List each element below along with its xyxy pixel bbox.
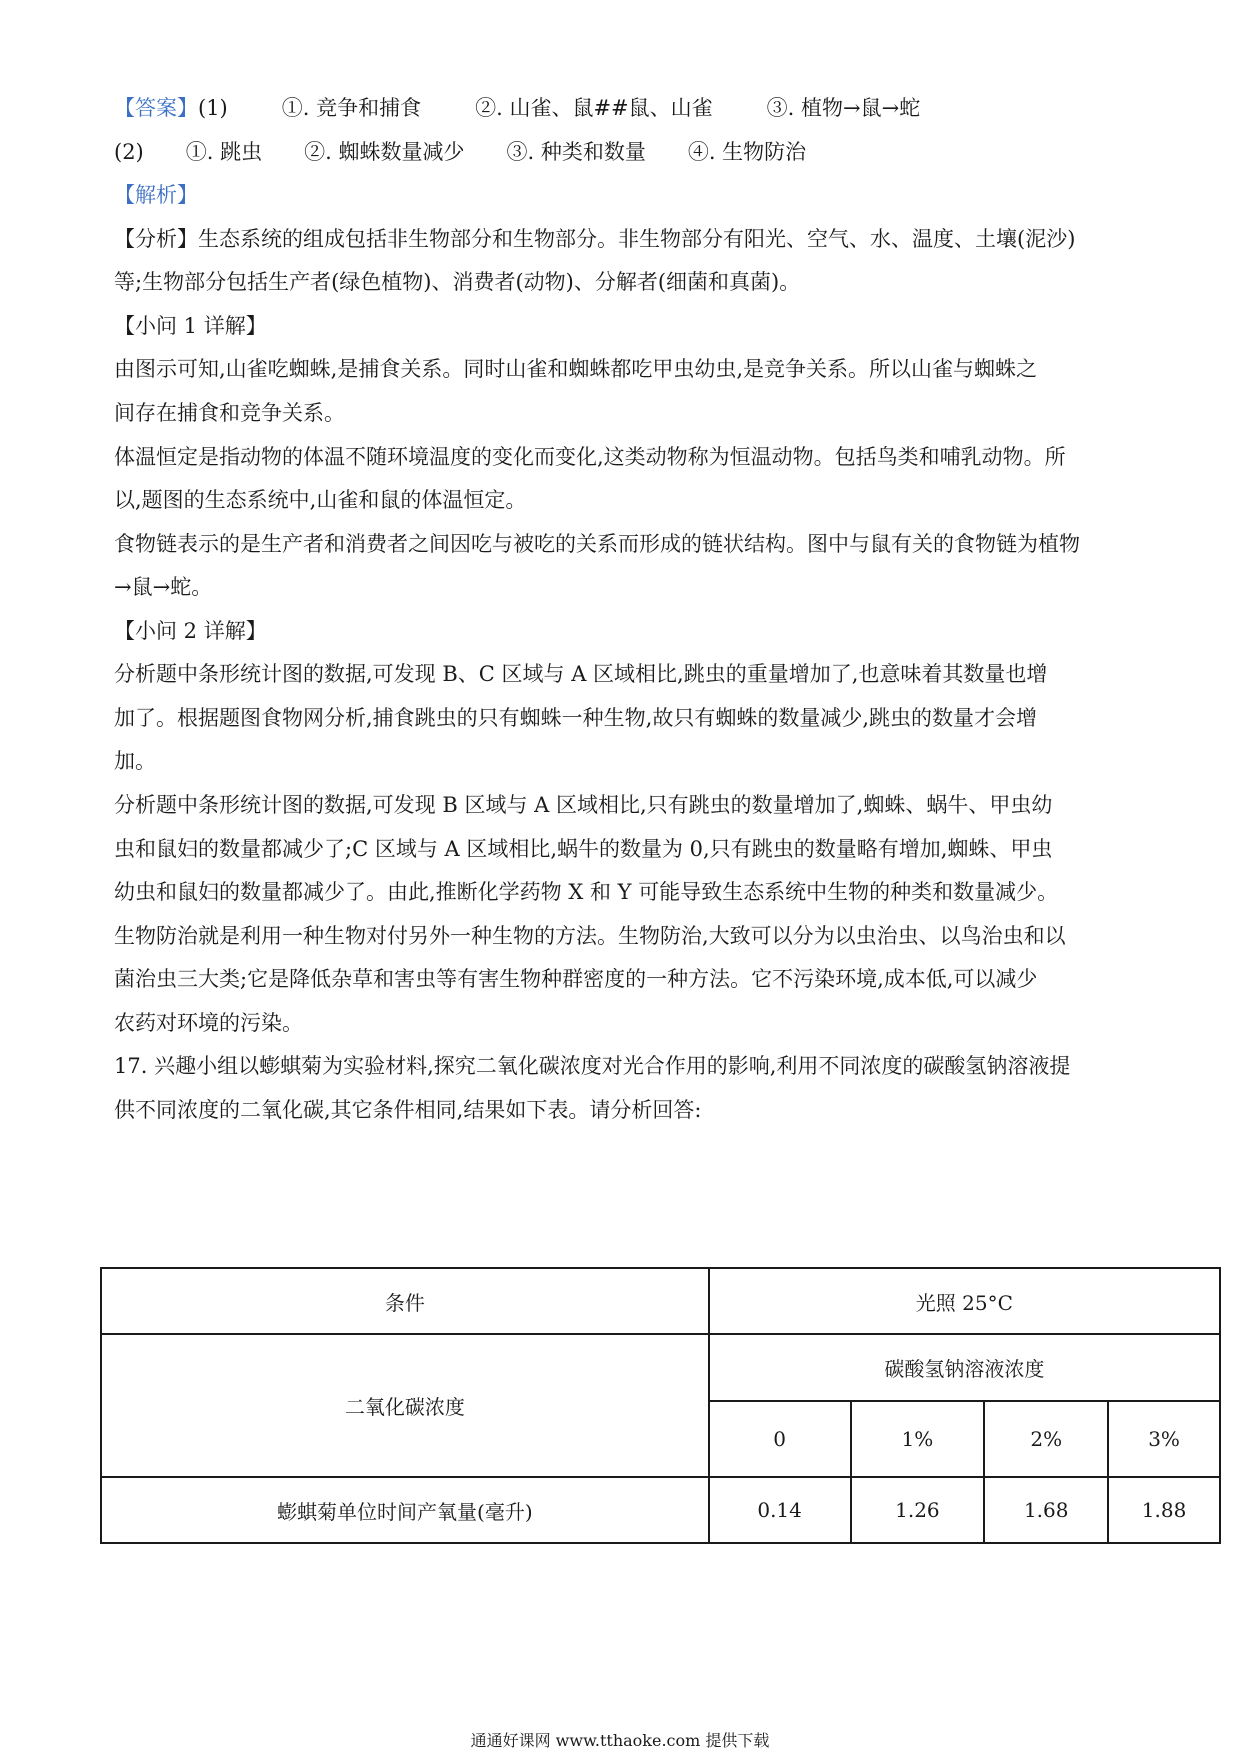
oxygen-value-cell: 1.88 <box>1108 1477 1220 1543</box>
concentration-cell: 2% <box>984 1401 1108 1477</box>
body-line: 虫和鼠妇的数量都减少了;C 区域与 A 区域相比,蜗牛的数量为 0,只有跳虫的数量略有增加,蜘蛛、甲虫 <box>114 837 1053 861</box>
body-line: 食物链表示的是生产者和消费者之间因吃与被吃的关系而形成的链状结构。图中与鼠有关的食物链为植物 <box>114 532 1080 556</box>
table-row <box>101 1334 1220 1401</box>
body-line: →鼠→蛇。 <box>114 575 213 599</box>
answer-part2-item-2: ②. 蜘蛛数量减少 <box>304 140 465 164</box>
section-heading: 【小问 1 详解】 <box>114 314 267 338</box>
concentration-cell: 3% <box>1108 1401 1220 1477</box>
body-line: 由图示可知,山雀吃蜘蛛,是捕食关系。同时山雀和蜘蛛都吃甲虫幼虫,是竞争关系。所以山雀与蜘蛛之 <box>114 357 1038 381</box>
oxygen-value-cell: 1.68 <box>984 1477 1108 1543</box>
body-line: 间存在捕食和竞争关系。 <box>114 401 345 425</box>
answer-part1-item-1: ①. 竞争和捕食 <box>281 96 422 120</box>
question-line: 供不同浓度的二氧化碳,其它条件相同,结果如下表。请分析回答: <box>114 1098 702 1122</box>
answer-part1-item-3: ③. 植物→鼠→蛇 <box>766 96 921 120</box>
page-footer: 通通好课网 www.tthaoke.com 提供下载 <box>470 1731 770 1750</box>
condition-label-cell: 条件 <box>101 1268 709 1334</box>
answer-tag: 【答案】 <box>114 96 198 120</box>
table-row <box>101 1477 1220 1543</box>
oxygen-label-cell: 蟛蜞菊单位时间产氧量(毫升) <box>101 1477 709 1543</box>
body-line: 以,题图的生态系统中,山雀和鼠的体温恒定。 <box>114 488 527 512</box>
oxygen-value-cell: 0.14 <box>709 1477 851 1543</box>
answer-part2-item-3: ③. 种类和数量 <box>506 140 646 164</box>
body-line: 加了。根据题图食物网分析,捕食跳虫的只有蜘蛛一种生物,故只有蜘蛛的数量减少,跳虫的数量才会增 <box>114 706 1038 730</box>
concentration-cell: 0 <box>709 1401 851 1477</box>
body-line: 生物防治就是利用一种生物对付另外一种生物的方法。生物防治,大致可以分为以虫治虫、以鸟治虫和以 <box>114 924 1066 948</box>
body-line: 等;生物部分包括生产者(绿色植物)、消费者(动物)、分解者(细菌和真菌)。 <box>114 270 801 294</box>
concentration-cell: 1% <box>851 1401 985 1477</box>
condition-value-cell: 光照 25°C <box>709 1268 1220 1334</box>
answer-line-1 <box>114 96 1134 120</box>
body-line: 分析题中条形统计图的数据,可发现 B 区域与 A 区域相比,只有跳虫的数量增加了,蜘蛛、蜗牛、甲虫幼 <box>114 793 1053 817</box>
answer-part1-item-2: ②. 山雀、鼠##鼠、山雀 <box>475 96 713 120</box>
solution-label-cell: 碳酸氢钠溶液浓度 <box>709 1334 1220 1401</box>
co2-label-cell: 二氧化碳浓度 <box>101 1334 709 1477</box>
body-line: 体温恒定是指动物的体温不随环境温度的变化而变化,这类动物称为恒温动物。包括鸟类和哺乳动物。所 <box>114 445 1066 469</box>
results-table <box>100 1267 1221 1544</box>
body-line: 加。 <box>114 749 156 773</box>
answer-part2-item-4: ④. 生物防治 <box>687 140 807 164</box>
body-line: 幼虫和鼠妇的数量都减少了。由此,推断化学药物 X 和 Y 可能导致生态系统中生物的种类和数量减少。 <box>114 880 1059 904</box>
body-line: 农药对环境的污染。 <box>114 1011 303 1035</box>
answer-part1-label: (1) <box>198 96 228 120</box>
body-line: 菌治虫三大类;它是降低杂草和害虫等有害生物种群密度的一种方法。它不污染环境,成本低,可以减少 <box>114 967 1038 991</box>
question-line: 17. 兴趣小组以蟛蜞菊为实验材料,探究二氧化碳浓度对光合作用的影响,利用不同浓度的碳酸氢钠溶液提 <box>114 1054 1071 1078</box>
answer-part2-item-1: ①. 跳虫 <box>185 140 263 164</box>
answer-line-2 <box>114 140 1134 164</box>
section-heading: 【小问 2 详解】 <box>114 619 267 643</box>
body-line: 【分析】生态系统的组成包括非生物部分和生物部分。非生物部分有阳光、空气、水、温度、土壤(泥沙) <box>114 227 1076 251</box>
analysis-tag: 【解析】 <box>114 183 198 207</box>
table-row <box>101 1268 1220 1334</box>
body-line: 分析题中条形统计图的数据,可发现 B、C 区域与 A 区域相比,跳虫的重量增加了,也意味着其数量也增 <box>114 662 1048 686</box>
answer-part2-label: (2) <box>114 140 144 164</box>
oxygen-value-cell: 1.26 <box>851 1477 985 1543</box>
